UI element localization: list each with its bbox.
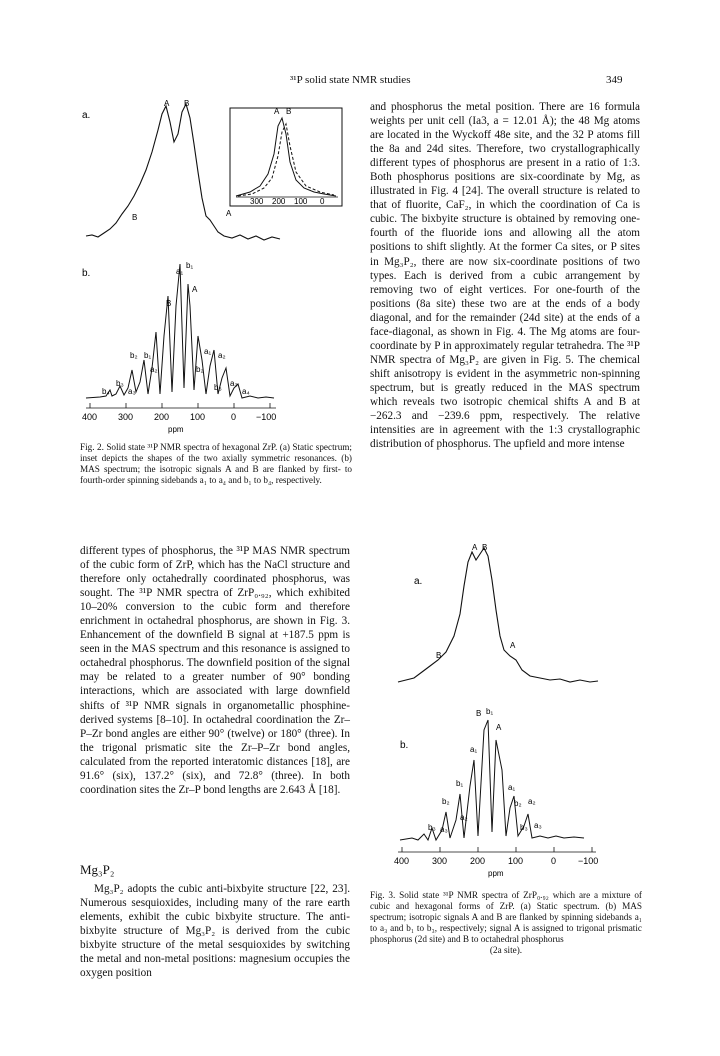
fig2-tick-label: −100 — [256, 412, 277, 422]
fig2-inset-label-b: B — [286, 107, 292, 116]
fig3-tick-label: 0 — [551, 856, 557, 866]
fig2-tick-label: 100 — [190, 412, 206, 422]
section-heading: Mg₃P₂ — [80, 862, 115, 877]
left-column-bottom — [80, 544, 350, 797]
fig2-inset-curve-solid — [236, 118, 336, 196]
fig3-axis-unit: ppm — [488, 869, 504, 878]
fig3-mas-peak-label: b₂ — [442, 797, 450, 806]
right-column-top — [370, 100, 640, 451]
running-title: ³¹P solid state NMR studies — [290, 74, 411, 86]
fig3-mas-peak-label: b₃ — [428, 823, 436, 832]
fig2-mas-peak-label: b₄ — [102, 387, 110, 396]
fig2-inset-tick-0: 0 — [320, 197, 325, 206]
fig2-mas-peak-label: a₂ — [218, 351, 226, 360]
fig3-mas-peak-label: a₂ — [460, 813, 468, 822]
paragraph: different types of phosphorus, the ³¹P MAS NMR spectrum of the cubic form of ZrP, which has the NaCl structure and therefore only octahedrally coordinated phosphorus, was sought. The ³¹P NMR spectra of ZrP₀.₉₂, which exhibited 10–20% conversion to the cubic form and therefore enrichment in octahedral phosphorus, are shown in Fig. 3. Enhancement of the downfield B signal at +187.5 ppm is seen in the MAS spectrum and this resonance is assigned to octahedral phosphorus. The downfield position of the signal may be related to a greater number of 90° bonding interactions, which are associated with large downfield shifts of ³¹P NMR signals in organometallic phosphine-derived systems [8–10]. In octahedral coordination the Zr–P–Zr bond angles are either 90° (twelve) or 180° (three). In the trigonal prismatic site the Zr–P–Zr bond angles, calculated from the reported interatomic distances [18], are 91.6° (six), 137.2° (six), and 72.8° (three). In both coordination sites the Zr–P bond lengths are 2.643 Å [18]. — [80, 545, 350, 796]
fig3-mas-peak-label: a₃ — [534, 821, 542, 830]
running-header — [0, 74, 720, 90]
fig3-mas-peak-label: A — [496, 723, 502, 732]
fig2-tick-label: 200 — [154, 412, 170, 422]
fig3-mas-peak-label: b₃ — [520, 823, 528, 832]
paragraph: Mg₃P₂ adopts the cubic anti-bixbyite structure [22, 23]. Numerous sesquioxides, including many of the rare earth elements, exhibit the cubic bixbyite structure. The anti-bixbyite structure of Mg₃P₂ is derived from the cubic bixbyite structure of the metal sesquioxides by switching the metal and non-metal positions: magnesium occupies the oxygen position — [80, 883, 350, 980]
fig3-peak-label: B — [436, 651, 442, 660]
fig2-mas-peak-label: B — [166, 299, 172, 308]
fig3-caption — [370, 890, 642, 956]
fig2-mas-peak-label: b₁ — [186, 261, 194, 270]
fig3-tick-label: −100 — [578, 856, 599, 866]
fig3-static-spectrum — [398, 548, 598, 682]
fig2-inset-box — [230, 108, 342, 206]
figure-2 — [80, 96, 362, 436]
fig2-tick-label: 300 — [118, 412, 134, 422]
paragraph: and phosphorus the metal position. There are 16 formula weights per unit cell (Ia3, a = 12.01 Å); the 48 Mg atoms are located in the Wyckoff 48e site, and the 32 P atoms fill the 8a and 24d sites. Therefore, two crystallographically different types of phosphorus are present in a ratio of 1:3. Both phosphorus positions are six-coordinate by Mg, as illustrated in Fig. 4 [24]. The overall structure is related to that of fluorite, CaF₂, in which the coordination of Ca is cubic. The bixbyite structure is obtained by removing one-fourth of the fluoride ions and allowing all the atom positions to shift slightly. At the former Ca sites, or P sites in Mg₃P₂, there are now six-coordinate positions of two types. Each is derived from a cubic arrangement by removing two of eight vertices. For one-fourth of the positions (8a site) these two are at the ends of a body diagonal, and for the remainder (24d site) at the ends of a face-diagonal, as shown in Fig. 4. The Mg atoms are four-coordinate by P in approximately regular tetrahedra. The ³¹P NMR spectra of Mg₃P₂ are given in Fig. 5. The chemical shift anisotropy is evident in the asymmetric non-spinning spectrum, but is greatly reduced in the MAS spectrum which reveals two isotropic chemical shifts A and B at −262.3 and −239.6 ppm, respectively. The relative intensities are in agreement with the 1:3 crystallographic distribution of phosphorus. The upfield and more intense — [370, 101, 640, 451]
fig3-caption-text: Fig. 3. Solid state ³¹P NMR spectra of ZrP₀.₉₂ which are a mixture of cubic and hexagonal forms of ZrP. (a) Static spectrum. (b) MAS spectrum; isotropic signals A and B are flanked by spinning sidebands a₁ to a₃ and b₁ to b₃, respectively; signal A is assigned to trigonal prismatic phosphorus (2d site) and B to octahedral phosphorus — [370, 890, 642, 944]
fig3-mas-peak-label: b₁ — [456, 779, 464, 788]
fig3-mas-peak-label: b₂ — [514, 799, 522, 808]
fig2-mas-peak-label: A — [192, 285, 198, 294]
left-column-bottom-2 — [80, 882, 350, 980]
fig3-panel-b-label: b. — [400, 740, 409, 751]
fig3-peak-label: B — [482, 543, 488, 552]
fig2-mas-peak-label: a₃ — [230, 379, 238, 388]
page-number: 349 — [606, 74, 623, 86]
fig2-tick-label: 400 — [82, 412, 98, 422]
fig2-mas-peak-label: a₄ — [242, 387, 250, 396]
fig2-mas-peak-label: a₁ — [176, 267, 184, 276]
fig3-tick-label: 100 — [508, 856, 524, 866]
fig2-inset-label-a: A — [274, 107, 280, 116]
fig2-inset-tick-100: 100 — [294, 197, 308, 206]
fig2-panel-b-label: b. — [82, 268, 91, 279]
fig2-caption: Fig. 2. Solid state ³¹P NMR spectra of hexagonal ZrP. (a) Static spectrum; inset depicts the shapes of the two axially symmetric resonances. (b) MAS spectrum; the isotropic signals A and B are flanked by first- to fourth-order spinning sidebands a₁ to a₄ and b₁ to b₄, respectively. — [80, 442, 352, 485]
fig3-mas-peak-label: a₂ — [528, 797, 536, 806]
fig3-caption-last: (2a site). — [489, 945, 523, 955]
fig3-panel-a-label: a. — [414, 576, 423, 587]
fig3-mas-spectrum — [400, 720, 584, 840]
fig3-peak-label: A — [472, 543, 478, 552]
fig3-mas-peak-label: B — [476, 709, 482, 718]
fig3-tick-label: 300 — [432, 856, 448, 866]
fig3-tick-label: 200 — [470, 856, 486, 866]
fig3-tick-label: 400 — [394, 856, 410, 866]
fig3-mas-peak-label: b₁ — [486, 707, 494, 716]
fig3-axis-ticks — [402, 847, 592, 852]
fig2-peak-label: A — [226, 209, 232, 218]
fig2-static-spectrum — [86, 104, 280, 240]
fig2-mas-spectrum — [86, 264, 274, 398]
fig2-mas-peak-label: a₁ — [204, 347, 212, 356]
fig2-axis-ticks — [90, 403, 270, 408]
fig2-panel-a-label: a. — [82, 110, 91, 121]
fig2-inset-tick-300: 300 — [250, 197, 264, 206]
fig3-mas-peak-label: a₁ — [508, 783, 516, 792]
fig3-mas-peak-label: a₁ — [470, 745, 478, 754]
fig2-peak-label: A — [164, 99, 170, 108]
fig2-peak-label: B — [184, 99, 190, 108]
fig3-peak-label: A — [510, 641, 516, 650]
fig2-inset-tick-200: 200 — [272, 197, 286, 206]
fig2-axis-unit: ppm — [168, 425, 184, 434]
fig3-mas-peak-label: a₃ — [440, 825, 448, 834]
fig2-mas-peak-label: b₁ — [144, 351, 152, 360]
fig2-tick-label: 0 — [231, 412, 237, 422]
fig2-mas-peak-label: b₃ — [214, 383, 222, 392]
fig2-mas-peak-label: a₃ — [128, 387, 136, 396]
fig2-mas-peak-label: b₂ — [130, 351, 138, 360]
fig2-mas-peak-label: a₂ — [150, 365, 158, 374]
figure-3 — [384, 540, 624, 880]
fig2-mas-peak-label: b₂ — [196, 365, 204, 374]
fig2-mas-peak-label: b₃ — [116, 379, 124, 388]
fig2-peak-label: B — [132, 213, 138, 222]
